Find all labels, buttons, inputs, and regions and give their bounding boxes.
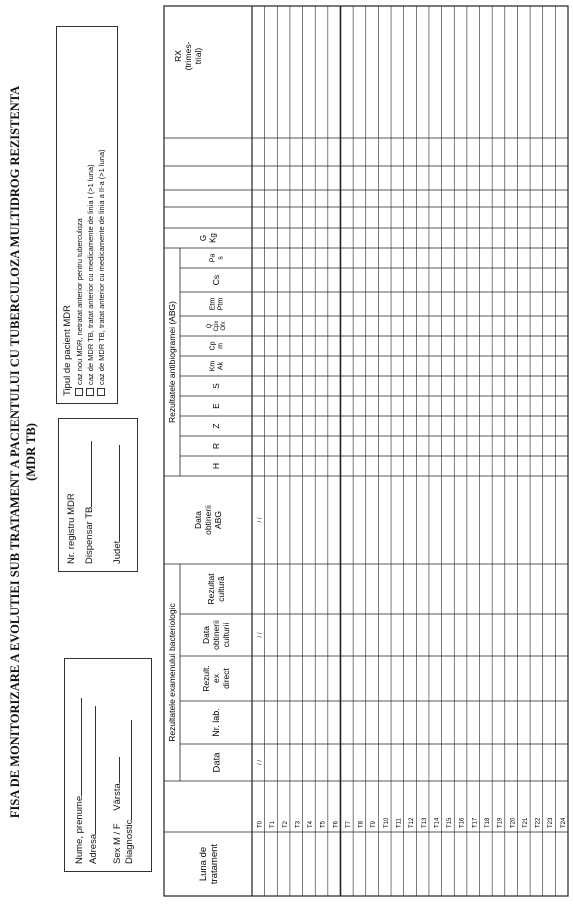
table-row-month-label: T19 xyxy=(497,817,504,828)
col-header-month: tratament xyxy=(208,843,220,885)
patient-type-option-1-label: caz nou MDR, netratat anterior pentru tuberculoza xyxy=(75,218,84,385)
col-header-direct-result: ex xyxy=(210,674,221,683)
table-row-month-label: T7 xyxy=(345,820,352,828)
col-header-abg-date: obtinerii xyxy=(202,505,213,535)
col-header-culture-date: Data xyxy=(201,626,212,644)
col-header-direct-result: Rezult. xyxy=(201,665,212,692)
table-row-month-label: T10 xyxy=(383,817,390,828)
col-header-abg-drug: R xyxy=(210,442,221,450)
col-header-abg-drug: H xyxy=(210,462,221,470)
table-row-month-label: T22 xyxy=(535,817,542,828)
table-row-month-label: T14 xyxy=(434,817,441,828)
patient-sex-label: Sex M / F xyxy=(112,823,123,864)
patient-diagnosis-label: Diagnostic xyxy=(124,819,135,864)
table-row-month-label: T4 xyxy=(308,820,315,828)
county-label: Judet xyxy=(112,540,123,564)
col-header-abg-date: Data xyxy=(193,511,204,529)
date-placeholder: / / xyxy=(257,517,264,523)
col-header-culture-date: obtinerii xyxy=(210,620,221,650)
table-row-month-label: T15 xyxy=(447,817,454,828)
col-header-abg-drug: S xyxy=(210,383,221,389)
patient-type-option-3-label: caz de MDR TB, tratat anterior cu medicamente de linia a II-a (>1 luna) xyxy=(97,149,106,385)
col-header-rx: trial) xyxy=(192,47,203,65)
table-row-month-label: T5 xyxy=(320,820,327,828)
col-header-rx: (trimes- xyxy=(182,41,193,71)
table-row-month-label: T8 xyxy=(358,820,365,828)
table-row-month-label: T1 xyxy=(270,820,277,828)
col-header-weight: Kg xyxy=(208,233,218,243)
group-header-abg: Rezultatele antibiogramei (ABG) xyxy=(167,301,177,423)
col-header-abg-drug: Cs xyxy=(210,274,221,286)
col-header-abg-drug: Ak xyxy=(217,361,225,371)
patient-name-label: Nume, prenume xyxy=(74,795,85,864)
patient-age-label: Vârsta xyxy=(112,783,123,811)
form-title: FISA DE MONITORIZARE A EVOLUTIEI SUB TRATAMENT A PACIENTULUI CU TUBERCULOZA MULTIDROG REZISTENTA xyxy=(8,85,22,819)
table-row-month-label: T6 xyxy=(333,820,340,828)
table-row-month-label: T20 xyxy=(510,817,517,828)
col-header-culture-result: cultură xyxy=(215,576,226,602)
table-row-month-label: T13 xyxy=(421,817,428,828)
col-header-abg-drug: Etm xyxy=(209,297,217,311)
col-header-abg-drug: Q xyxy=(207,323,214,329)
col-header-abg-drug: m xyxy=(217,343,225,349)
table-row-month-label: T9 xyxy=(371,820,378,828)
col-header-abg-date: ABG xyxy=(212,511,223,529)
col-header-culture-result: Rezultat xyxy=(206,573,217,605)
col-header-rx: RX xyxy=(173,50,184,62)
form-subtitle: (MDR TB) xyxy=(24,423,38,481)
date-placeholder: / / xyxy=(257,759,264,766)
date-placeholder: / / xyxy=(257,632,264,638)
table-row-month-label: T18 xyxy=(485,817,491,828)
table-row-month-label: T11 xyxy=(396,818,403,828)
col-header-abg-drug: Z xyxy=(210,423,221,429)
table-row-month-label: T12 xyxy=(409,817,416,828)
col-header-abg-drug: Pa xyxy=(209,253,217,263)
col-header-abg-drug: Ptm xyxy=(217,297,225,311)
table-row-month-label: T16 xyxy=(459,817,466,828)
col-header-lab-no: Nr. lab. xyxy=(211,708,222,737)
col-header-month: Luna de xyxy=(197,846,209,882)
table-row-month-label: T24 xyxy=(560,817,567,828)
col-header-culture-date: culturii xyxy=(220,622,231,648)
table-row-month-label: T17 xyxy=(472,817,479,828)
patient-type-option-2-label: caz de MDR TB, tratat anterior cu medicamente de linia I (>1 luna) xyxy=(86,164,95,385)
table-row-month-label: T2 xyxy=(282,820,289,828)
col-header-abg-drug: Cp xyxy=(209,341,217,351)
col-header-abg-drug: s xyxy=(217,256,225,260)
col-header-weight: G xyxy=(199,234,209,242)
patient-type-heading: Tipul de pacient MDR xyxy=(62,305,73,396)
group-header-bacteriological: Rezultatele examenului bacteriologic xyxy=(167,603,177,742)
col-header-direct-result: direct xyxy=(220,668,231,689)
col-header-abg-drug: Ofx xyxy=(221,321,227,331)
col-header-abg-drug: Cpx xyxy=(214,320,221,332)
col-header-date: Data xyxy=(211,752,223,773)
dispensary-label: Dispensar TB xyxy=(84,506,95,564)
patient-address-label: Adresa xyxy=(88,833,99,864)
table-row-month-label: T23 xyxy=(548,817,555,828)
table-row-month-label: T0 xyxy=(257,820,264,828)
table-row-month-label: T21 xyxy=(522,817,529,828)
col-header-abg-drug: E xyxy=(210,403,221,409)
col-header-abg-drug: Km xyxy=(209,360,217,372)
mdr-register-label: Nr. registru MDR xyxy=(66,493,77,564)
table-row-month-label: T3 xyxy=(295,820,302,828)
